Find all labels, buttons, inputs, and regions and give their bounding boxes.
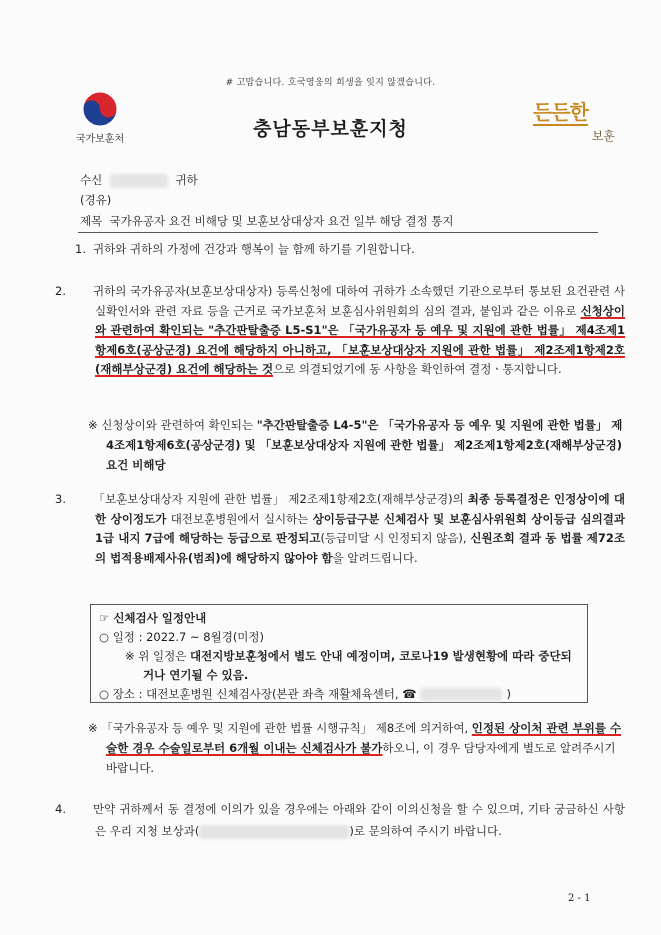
exam-schedule-date: ○ 일정 : 2022.7 ~ 8월경(미정) bbox=[99, 630, 265, 644]
note-2-text-a: 「국가유공자 등 예우 및 지원에 관한 법률 시행규칙」 제8조에 의거하여, bbox=[101, 721, 472, 735]
exam-place-end: ) bbox=[506, 687, 511, 701]
recipient-suffix: 귀하 bbox=[175, 173, 198, 187]
note-2 bbox=[88, 718, 624, 778]
subject-label: 제목 bbox=[80, 214, 103, 228]
note-2-text-c: 하오니, 이 경우 담당자에게 별도로 알려주시기 바랍니다. bbox=[106, 741, 616, 775]
paragraph-3-number: 3. bbox=[55, 492, 66, 506]
slogan-logo-sub: 보훈 bbox=[591, 129, 615, 143]
paragraph-2-emphasis: 신청상이와 관련하여 확인되는 "추간판탈출증 L5-S1"은 「국가유공자 등 예우 및 지원에 관한 법률」 제4조제1항제6호(공상군경) 요건에 해당하지 아니하고, 「보훈보상대상자 지원에 관한 법률」 제2조제1항제2호(재해부상군경) 요건에 해당하는 것 bbox=[95, 303, 625, 376]
motto-line: # 고맙습니다. 호국영웅의 희생을 잊지 않겠습니다. bbox=[225, 78, 436, 88]
subject-line bbox=[80, 213, 453, 229]
exam-schedule-place bbox=[99, 685, 579, 704]
recipient-label: 수신 bbox=[80, 173, 103, 187]
paragraph-3 bbox=[55, 490, 626, 568]
paragraph-4-text-b: )로 문의하여 주시기 바랍니다. bbox=[349, 824, 502, 838]
exam-place-text: ○ 장소 : 대전보훈병원 신체검사장(본관 좌측 재활체육센터, ☎ bbox=[99, 687, 417, 701]
paragraph-4-number: 4. bbox=[55, 802, 66, 816]
header-rule bbox=[78, 232, 598, 233]
mpva-logo-caption: 국가보훈처 bbox=[75, 134, 125, 145]
exam-schedule-title: ☞ 신체검사 일정안내 bbox=[99, 611, 207, 625]
exam-schedule-note-emphasis: 대전지방보훈청에서 별도 안내 예정이며, 코로나19 발생현황에 따라 중단되거나 연기될 수 있음. bbox=[143, 649, 572, 682]
phone-number-redacted bbox=[420, 688, 502, 701]
paragraph-3-text-a: 「보훈보상대상자 지원에 관한 법률」 제2조제1항제2호(재해부상군경)의 bbox=[93, 492, 468, 506]
exam-schedule-note-mark: ※ bbox=[125, 649, 135, 663]
exam-schedule-note bbox=[99, 647, 579, 685]
paragraph-4-text-a: 만약 귀하께서 동 결정에 이의가 있을 경우에는 아래와 같이 이의신청을 할 수 있으며, 기타 궁금하신 사항은 우리 지청 보상과( bbox=[93, 802, 625, 838]
subject-text: 국가유공자 요건 비해당 및 보훈보상대상자 요건 일부 해당 결정 통지 bbox=[109, 214, 454, 228]
paragraph-3-emphasis-d: 상이등급구분 신체검사 및 보훈심사위원회 상이등급 심의결과 1급 내지 7급에 해당하는 등급으로 판정되고 bbox=[95, 511, 625, 545]
via-line: (경유) bbox=[80, 193, 112, 207]
page-number: 2 - 1 bbox=[568, 893, 591, 904]
exam-schedule-box bbox=[90, 604, 588, 703]
note-1 bbox=[88, 415, 624, 475]
paragraph-3-text-e: (등급미달 시 인정되지 않음), bbox=[320, 531, 471, 545]
paragraph-2-text-c: 으로 의결되었기에 동 사항을 확인하여 결정ㆍ통지합니다. bbox=[273, 362, 562, 376]
paragraph-3-text-g: 을 알려드립니다. bbox=[332, 550, 418, 565]
note-1-emphasis: "추간판탈출증 L4-5"은 「국가유공자 등 예우 및 지원에 관한 법률」 제4조제1항제6호(공상군경) 및 「보훈보상대상자 지원에 관한 법률」 제2조제1항제2호(재해부상군경) 요건 비해당 bbox=[106, 418, 623, 472]
paragraph-1-text: 귀하와 귀하의 가정에 건강과 행복이 늘 함께 하기를 기원합니다. bbox=[93, 242, 415, 256]
paragraph-1-number: 1. bbox=[75, 242, 86, 256]
note-1-text-a: 신청상이와 관련하여 확인되는 bbox=[101, 418, 257, 432]
paragraph-3-emphasis-b: 최종 등록결정은 인정상이에 대한 상이정도가 bbox=[95, 492, 626, 526]
paragraph-2 bbox=[55, 282, 625, 380]
note-2-emphasis: 인정된 상이처 관련 부위를 수술한 경우 수술일로부터 6개월 이내는 신체검사가 불가 bbox=[106, 721, 622, 755]
paragraph-2-number: 2. bbox=[55, 284, 66, 298]
paragraph-2-text-a: 귀하의 국가유공자(보훈보상대상자) 등록신청에 대하여 귀하가 소속했던 기관으로부터 통보된 요건관련 사실확인서와 관련 자료 등을 근거로 국가보훈처 보훈심사위원회의 심의 결과, 붙임과 같은 이유로 bbox=[93, 284, 625, 318]
org-title: 충남동부보훈지청 bbox=[253, 118, 408, 140]
note-2-mark: ※ bbox=[88, 721, 98, 735]
note-1-mark: ※ bbox=[88, 418, 98, 432]
paragraph-4 bbox=[55, 798, 625, 842]
exam-schedule-note-text: 위 일정은 bbox=[138, 649, 191, 663]
paragraph-3-text-c: 대전보훈병원에서 실시하는 bbox=[166, 511, 313, 526]
contact-redacted bbox=[199, 825, 349, 839]
recipient-line bbox=[80, 172, 198, 188]
slogan-logo-main: 든든한 bbox=[533, 100, 588, 124]
bohun-slogan-logo bbox=[533, 100, 617, 148]
paragraph-1 bbox=[75, 240, 605, 260]
paragraph-3-emphasis-f: 신원조회 결과 동 법률 제72조의 법적용배제사유(범죄)에 해당하지 않아야 함 bbox=[95, 531, 626, 565]
recipient-name-redacted bbox=[110, 174, 168, 188]
